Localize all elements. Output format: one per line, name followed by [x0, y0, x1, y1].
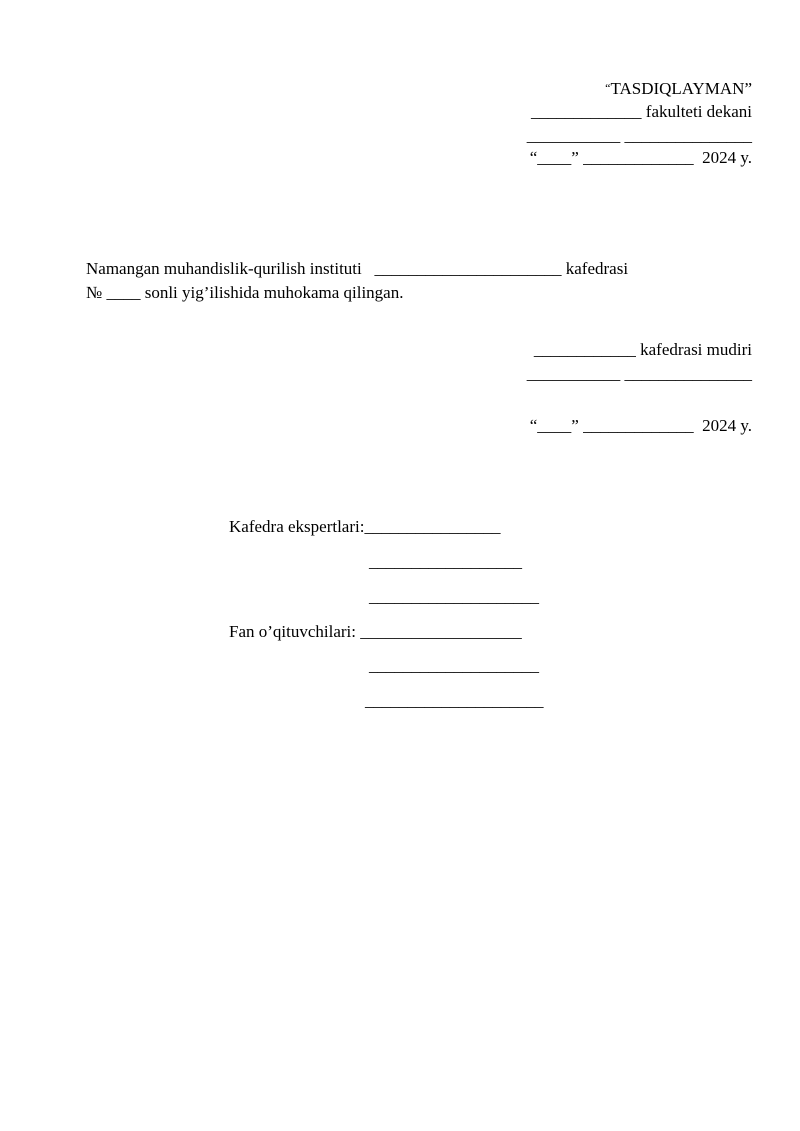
approval-open-quote: “	[605, 81, 611, 95]
teachers-label-line: Fan o’qituvchilari: ___________________	[229, 622, 522, 641]
head-date-line: “____” _____________ 2024 y.	[529, 416, 752, 435]
head-signature-line: ___________ _______________	[526, 364, 752, 383]
teachers-line-3: _____________________	[365, 691, 544, 710]
approval-title-text: TASDIQLAYMAN”	[610, 79, 752, 98]
experts-line-2: __________________	[369, 552, 522, 571]
dean-line: _____________ fakulteti dekani	[531, 102, 752, 121]
meeting-line: № ____ sonli yig’ilishida muhokama qilingan.	[86, 283, 404, 302]
institute-line: Namangan muhandislik-qurilish instituti ______________________ kafedrasi	[86, 259, 629, 278]
head-title-line: ____________ kafedrasi mudiri	[533, 340, 752, 359]
experts-label-line: Kafedra ekspertlari:________________	[229, 517, 501, 536]
dean-signature-line: ___________ _______________	[526, 126, 752, 145]
approval-date-line: “____” _____________ 2024 y.	[529, 148, 752, 167]
experts-line-3: ____________________	[369, 587, 539, 606]
teachers-line-2: ____________________	[369, 656, 539, 675]
approval-title	[605, 78, 752, 99]
